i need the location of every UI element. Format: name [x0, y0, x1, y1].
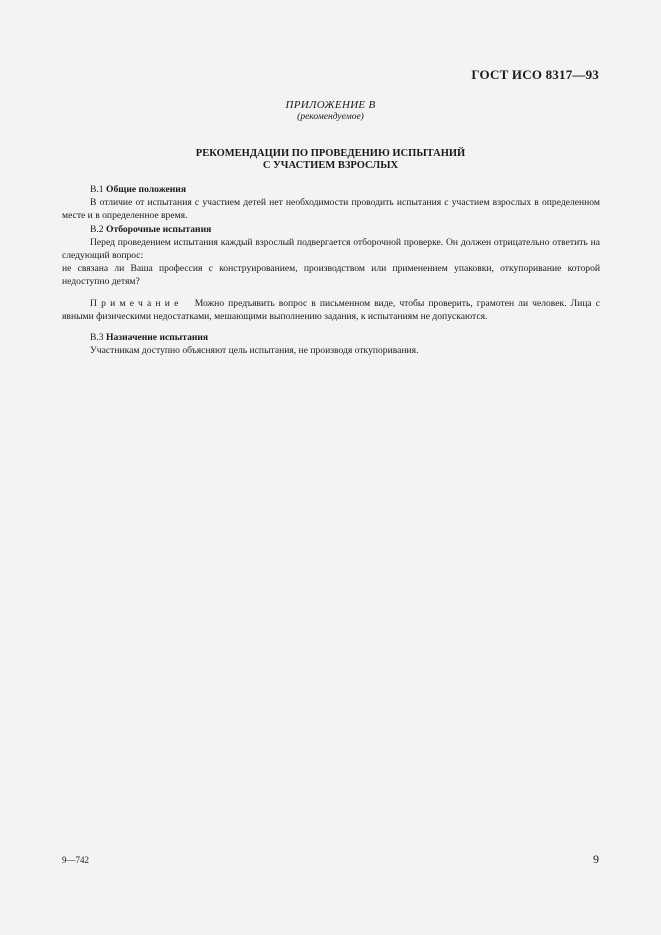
- main-title-line-1: РЕКОМЕНДАЦИИ ПО ПРОВЕДЕНИЮ ИСПЫТАНИЙ: [195, 148, 466, 159]
- document-body: [62, 183, 600, 357]
- section-b2-heading: [62, 223, 600, 236]
- page-number: 9: [593, 852, 599, 866]
- section-b3-number: В.3: [90, 332, 104, 344]
- note-text: Можно предъявить вопрос в письменном виде, чтобы проверить, грамотен ли человек. Лица с явными физическими недостатками, мешающими выполнению задания, к испытаниям не допускаются.: [62, 297, 600, 322]
- section-b1-heading: [62, 183, 600, 196]
- section-b1-title: Общие положения: [106, 184, 187, 195]
- section-b3-heading: [62, 331, 600, 344]
- section-b1-number: В.1: [90, 184, 104, 195]
- note-paragraph: [62, 297, 600, 323]
- main-title: [0, 148, 661, 172]
- section-b2-title: Отборочные испытания: [106, 223, 212, 235]
- section-b1-text: В отличие от испытания с участием детей нет необходимости проводить испытания с участием взрослых в определенном месте и в определенное время.: [62, 197, 600, 222]
- appendix-title: ПРИЛОЖЕНИЕ В: [285, 99, 376, 111]
- main-title-line-2: С УЧАСТИЕМ ВЗРОСЛЫХ: [262, 160, 399, 171]
- section-b2-number: В.2: [90, 223, 104, 235]
- appendix-subtitle: (рекомендуемое): [297, 112, 364, 122]
- appendix-heading: [0, 99, 661, 122]
- print-code: 9—742: [62, 855, 89, 865]
- section-b3-text: Участникам доступно объясняют цель испытания, не производя откупоривания.: [90, 345, 419, 357]
- standard-code: ГОСТ ИСО 8317—93: [471, 67, 599, 82]
- section-b2-question: не связана ли Ваша профессия с конструированием, производством или применением упаковки, откупоривание которой недоступно детям?: [62, 263, 600, 288]
- section-b3-title: Назначение испытания: [106, 332, 209, 344]
- section-b2-text-1: Перед проведением испытания каждый взрослый подвергается отборочной проверке. Он должен отрицательно ответить на следующий вопрос:: [62, 236, 600, 262]
- note-label: Примечание: [90, 297, 183, 309]
